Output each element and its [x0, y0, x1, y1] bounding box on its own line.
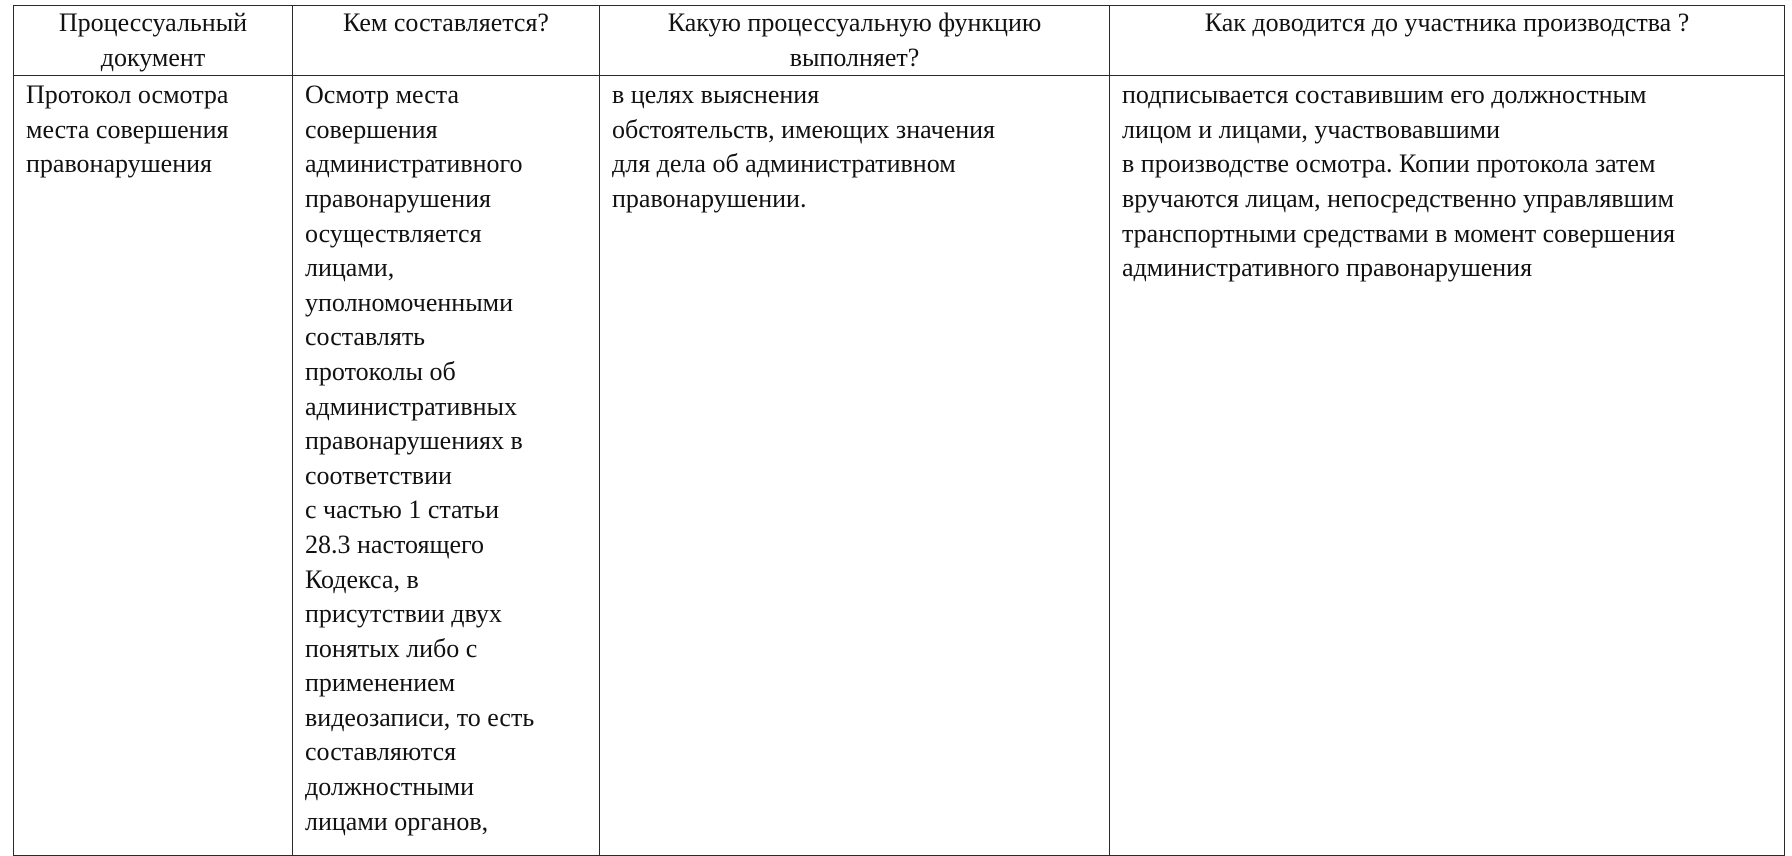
cell-text-line: соответствии [305, 460, 452, 490]
cell-text-line: присутствии двух [305, 599, 502, 629]
cell-text-line: Кодекса, в [305, 564, 419, 594]
cell-text-line: составляются [305, 737, 457, 767]
cell-text-line: для дела об административном [612, 149, 956, 179]
table-header-row [14, 6, 1785, 76]
cell-text-line: в целях выяснения [612, 80, 820, 110]
cell-text-line: совершения [305, 114, 438, 144]
cell-text [305, 78, 589, 839]
header-procedural-document [14, 6, 293, 76]
cell-text-line: лицами органов, [305, 806, 489, 836]
cell-text-line: правонарушениях в [305, 426, 523, 456]
cell-text-line: Протокол осмотра [26, 80, 229, 110]
cell-text-line: применением [305, 668, 456, 698]
cell-text-line: транспортными средствами в момент совершения [1122, 218, 1676, 248]
cell-text-line: в производстве осмотра. Копии протокола затем [1122, 149, 1656, 179]
procedural-documents-table [13, 5, 1785, 856]
cell-author [293, 76, 600, 856]
header-procedural-function [600, 6, 1110, 76]
cell-text-line: административного правонарушения [1122, 253, 1533, 283]
cell-text-line: места совершения [26, 114, 229, 144]
cell-text-line: лицом и лицами, участвовавшими [1122, 114, 1501, 144]
cell-delivery [1110, 76, 1785, 856]
cell-text-line: видеозаписи, то есть [305, 702, 535, 732]
cell-text-line: подписывается составившим его должностным [1122, 80, 1647, 110]
cell-text-line: Осмотр места [305, 80, 460, 110]
header-who-compiles [293, 6, 600, 76]
cell-text [26, 78, 282, 182]
cell-function [600, 76, 1110, 856]
cell-text-line: протоколы об [305, 356, 456, 386]
cell-text-line: с частью 1 статьи [305, 495, 500, 525]
cell-text [1122, 78, 1774, 286]
cell-text-line: 28.3 настоящего [305, 529, 485, 559]
cell-text-line: уполномоченными [305, 287, 514, 317]
cell-text [612, 78, 1099, 216]
cell-text-line: административных [305, 391, 517, 421]
header-text-line: Какую процессуальную функцию [667, 8, 1042, 37]
cell-text-line: обстоятельств, имеющих значения [612, 114, 996, 144]
cell-text-line: правонарушения [26, 149, 213, 179]
cell-document-name [14, 76, 293, 856]
header-text-line: документ [100, 42, 206, 72]
header-text-line: Кем составляется? [343, 8, 549, 37]
table-row [14, 76, 1785, 856]
header-text-line: Как доводится до участника производства ? [1204, 8, 1690, 37]
header-text-line: Процессуальный [58, 8, 248, 37]
cell-text-line: должностными [305, 772, 475, 802]
cell-text-line: понятых либо с [305, 633, 478, 663]
cell-text-line: составлять [305, 322, 426, 352]
header-text-line: выполняет? [789, 42, 920, 72]
cell-text-line: лицами, [305, 253, 395, 283]
cell-text-line: осуществляется [305, 218, 482, 248]
cell-text-line: правонарушении. [612, 183, 807, 213]
header-how-delivered [1110, 6, 1785, 76]
cell-text-line: административного [305, 149, 523, 179]
cell-text-line: вручаются лицам, непосредственно управлявшим [1122, 183, 1674, 213]
cell-text-line: правонарушения [305, 183, 492, 213]
